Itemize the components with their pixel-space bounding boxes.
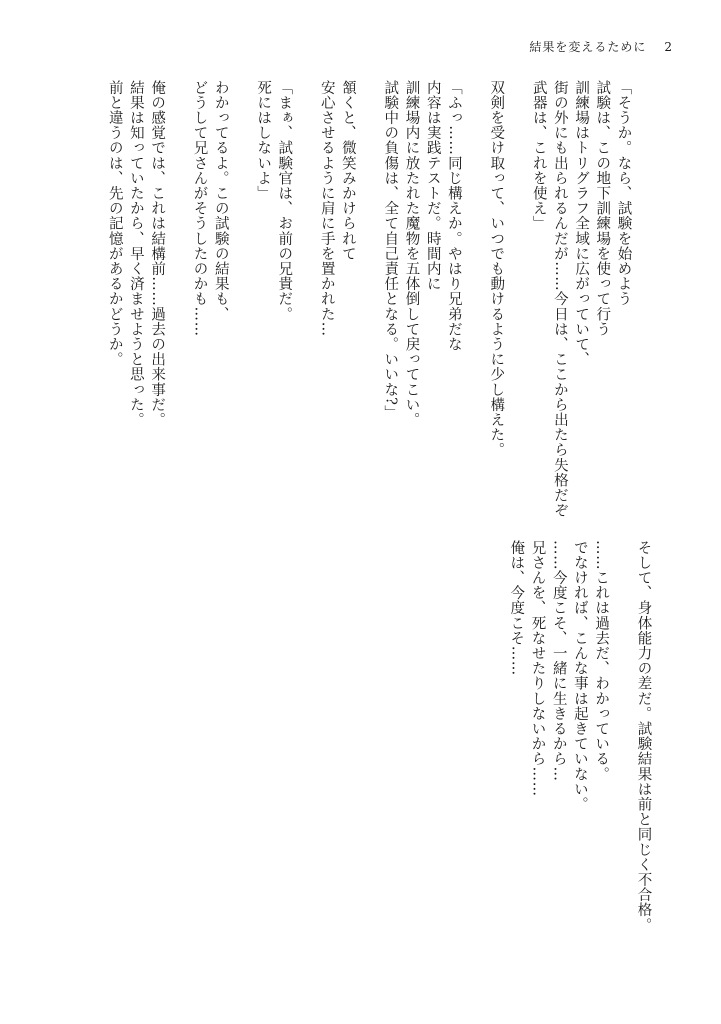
text-line: 訓練場はトリグラフ全域に広がっていて、	[573, 80, 590, 367]
text-line: ……今度こそ、一緒に生きるから…	[550, 540, 567, 782]
text-line: 俺は、今度こそ……	[508, 540, 525, 676]
text-line: 頷くと、微笑みかけられて	[339, 80, 356, 262]
text-line: 俺の感覚では、これは結構前……過去の出来事だ。	[149, 80, 166, 428]
text-line: どうして兄さんがそうしたのかも……	[191, 80, 208, 337]
text-line: 死にはしないよ」	[255, 80, 272, 201]
text-line: 兄さんを、死なせたりしないから……	[529, 540, 546, 797]
text-line: でなければ、こんな事は起きていない。	[571, 540, 588, 812]
text-line: そして、身体能力の差だ。試験結果は前と同じく不合格。	[635, 540, 652, 933]
text-line: 試験は、この地下訓練場を使って行う	[594, 80, 611, 337]
text-line: 内容は実践テストだ。時間内に	[424, 80, 441, 292]
text-line: 「ふっ……同じ構えか。やはり兄弟だな	[445, 80, 462, 352]
text-line: 武器は、これを使え」	[530, 80, 547, 231]
text-line: 「まぁ、試験官は、お前の兄貴だ。	[276, 80, 293, 322]
page-number: 2	[664, 40, 673, 54]
text-line: 結果は知っていたから、早く済ませようと思った。	[127, 80, 144, 428]
text-line: 試験中の負傷は、全て自己責任となる。いいな?」	[382, 80, 399, 421]
text-line: 街の外にも出られるんだが……今日は、ここから出たら失格だぞ	[551, 80, 568, 518]
header-title: 結果を変えるために	[529, 40, 647, 54]
text-line: 安心させるように肩に手を置かれた…	[318, 80, 335, 337]
text-line: 双剣を受け取って、いつでも動けるように少し構えた。	[488, 80, 505, 458]
text-line: わかってるよ。この試験の結果も、	[212, 80, 229, 322]
text-line: 「そうか。なら、試験を始めよう	[615, 80, 632, 307]
text-line: 前と違うのは、先の記憶があるかどうか。	[106, 80, 123, 367]
text-line: 訓練場内に放たれた魔物を五体倒して戻ってこい。	[403, 80, 420, 428]
running-header	[529, 38, 673, 55]
text-line: ……これは過去だ、わかっている。	[593, 540, 610, 782]
